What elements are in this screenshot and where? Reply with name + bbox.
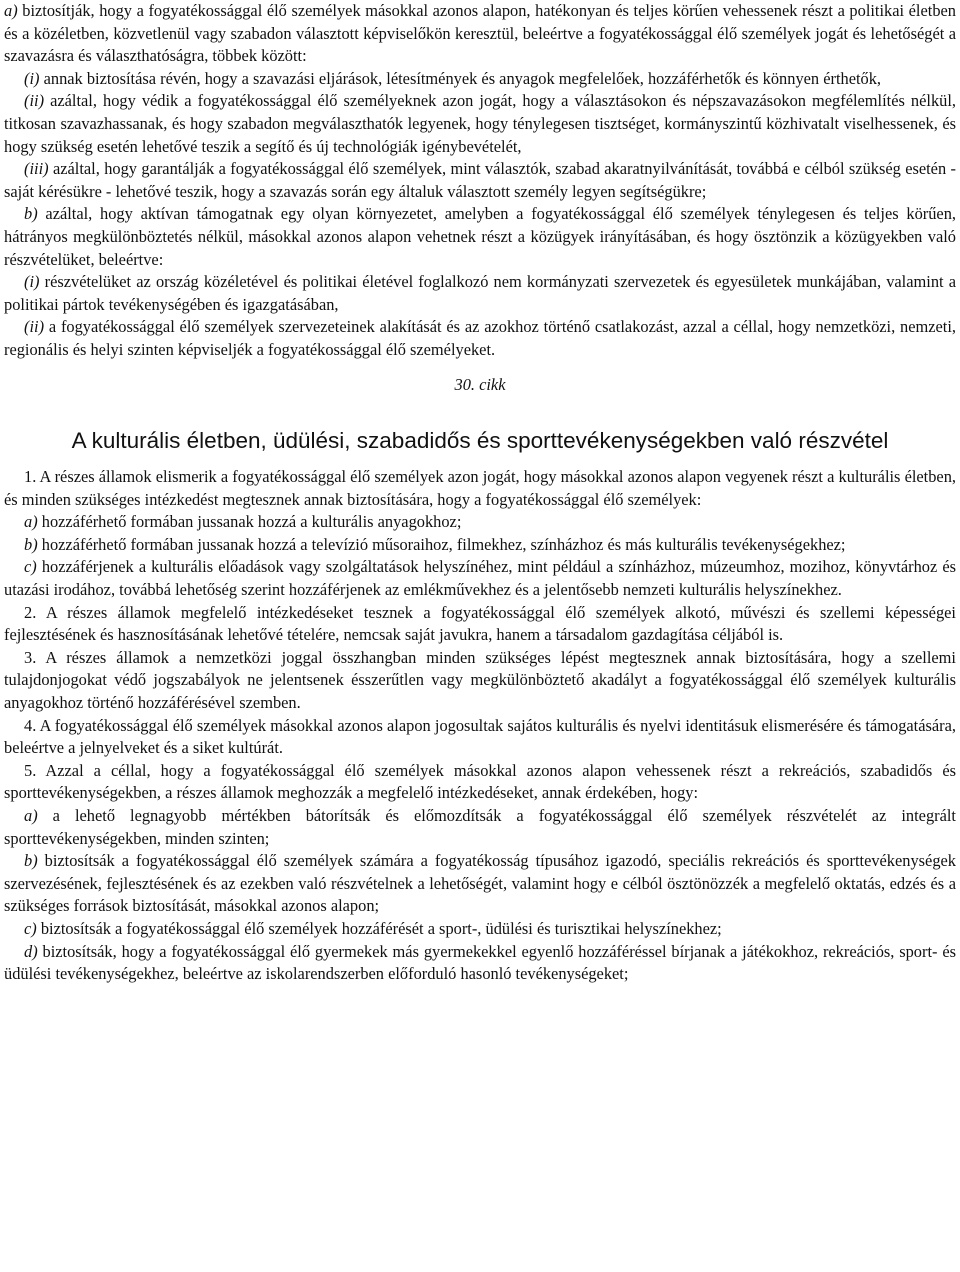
clause-text: annak biztosítása révén, hogy a szavazási eljárások, létesítmények és anyagok megfelelőek, hozzáférhetők és könnyen érthetők, — [43, 68, 882, 88]
clause-text: azáltal, hogy garantálják a fogyatékossággal élő személyek, mint választók, szabad akaratnyilvánítását, továbbá e célból szükség esetén - saját kérésükre - lehetővé teszik, hogy a szavazás során egy általuk választott személy legyen segítségükre; — [4, 159, 956, 201]
clause-text: a lehető legnagyobb mértékben bátorítsák és előmozdítsák a fogyatékossággal élő személyek részvételét az integrált sporttevékenységekben, minden szinten; — [4, 806, 956, 848]
paragraph-2: 2. A részes államok megfelelő intézkedéseket tesznek a fogyatékossággal élő személyek alkotó, művészi és szellemi képességei fejlesztésének és hasznosításának lehetővé tételére, nemcsak saját javukra, hanem a társadalom gazdagítása céljából is. — [4, 602, 956, 645]
clause-label: a) — [24, 806, 38, 825]
clause-a-ii — [4, 90, 956, 158]
clause-text: hozzáférhető formában jussanak hozzá a kulturális anyagokhoz; — [41, 512, 462, 532]
clause-label: (i) — [24, 68, 40, 88]
clause-a — [4, 0, 956, 68]
paragraph-5-d — [4, 941, 956, 986]
clause-label: b) — [24, 534, 38, 554]
clause-label: (iii) — [24, 159, 49, 179]
clause-text: biztosítják, hogy a fogyatékossággal élő személyek másokkal azonos alapon, hatékonyan és teljes körűen vehessenek részt a politikai életben és a közéletben, közvetlenül vagy szabadon választott képviselőkön keresztül, beleértve a fogyatékossággal élő személyek jogát és lehetőségét a szavazásra és választhatóságra, többek között: — [4, 1, 956, 66]
clause-text: azáltal, hogy védik a fogyatékossággal élő személyeknek azon jogát, hogy a választásokon és népszavazásokon megfélemlítés nélkül, titkosan szavazhassanak, és hogy szabadon megválaszthatók legyenek, hogy ténylegesen tisztséget, kormányszintű közhivatalt viselhessenek, és hogy szükség esetén lehetővé teszik a segítő és új technológiák igénybevételét, — [4, 91, 956, 156]
paragraph-5-a — [4, 805, 956, 850]
paragraph-1-a — [4, 511, 956, 534]
clause-b — [4, 203, 956, 271]
paragraph-4: 4. A fogyatékossággal élő személyek másokkal azonos alapon jogosultak sajátos kulturális és nyelvi identitásuk elismerésére és támogatására, beleértve a jelnyelveket és a siket kultúrát. — [4, 715, 956, 758]
paragraph-5-b — [4, 850, 956, 918]
clause-text: részvételüket az ország közéletével és politikai életével foglalkozó nem kormányzati szervezetek és egyesületek munkájában, valamint a politikai pártok tevékenységében és igazgatásában, — [4, 272, 956, 314]
clause-text: biztosítsák, hogy a fogyatékossággal élő gyermekek más gyermekekkel egyenlő hozzáféréssel bírjanak a játékokhoz, rekreációs, sport- és üdülési tevékenységekhez, beleértve az iskolarendszerben előforduló hasonló tevékenységeket; — [4, 941, 956, 984]
article-number: 30. cikk — [454, 374, 506, 394]
clause-text: hozzáférjenek a kulturális előadások vagy szolgáltatások helyszínéhez, mint például a színházhoz, múzeumhoz, mozihoz, könyvtárhoz és utazási irodához, továbbá lehetőség szerint hozzáférjenek az emlékművekhez és a jelentősebb nemzeti kulturális helyszínekhez. — [4, 557, 956, 600]
paragraph-1-c — [4, 556, 956, 601]
paragraph-1-b — [4, 534, 956, 557]
clause-text: a fogyatékossággal élő személyek szervezeteinek alakítását és az azokhoz történő csatlakozást, azzal a céllal, hogy nemzetközi, nemzeti, regionális és helyi szinten képviseljék a fogyatékossággal élő személyeket. — [4, 317, 956, 359]
paragraph-5-c — [4, 918, 956, 941]
paragraph-1: 1. A részes államok elismerik a fogyatékossággal élő személyek azon jogát, hogy másokkal azonos alapon vegyenek részt a kulturális életben, és minden szükséges intézkedést megtesznek annak biztosítására, hogy a fogyatékossággal élő személyek: — [4, 467, 956, 509]
clause-a-i — [4, 68, 956, 91]
article-title: A kulturális életben, üdülési, szabadidős és sporttevékenységekben való részvétel — [71, 428, 889, 454]
paragraph-5: 5. Azzal a céllal, hogy a fogyatékossággal élő személyek másokkal azonos alapon vehessenek részt a rekreációs, szabadidős és sporttevékenységekben, a részes államok meghozzák a megfelelő intézkedéseket, annak érdekében, hogy: — [4, 760, 956, 803]
clause-label: (ii) — [24, 317, 45, 337]
clause-text: biztosítsák a fogyatékossággal élő személyek számára a fogyatékosság típusához igazodó, speciális rekreációs és sporttevékenységek szervezésének, fejlesztésének és az ezekben való részvételnek a lehetőségét, valamint hogy e célból ösztönözzék a megfelelő oktatás, edzés és a szükséges források biztosítását, másokkal azonos alapon; — [4, 851, 956, 916]
clause-label: d) — [24, 941, 38, 961]
clause-label: c) — [24, 557, 37, 577]
clause-a-iii — [4, 158, 956, 203]
clause-label: (i) — [24, 272, 40, 292]
document-page — [4, 0, 956, 986]
clause-text: biztosítsák a fogyatékossággal élő személyek hozzáférését a sport-, üdülési és turisztikai helyszínekhez; — [40, 918, 722, 938]
paragraph-3: 3. A részes államok a nemzetközi joggal összhangban minden szükséges lépést megtesznek annak biztosítására, hogy a szellemi tulajdonjogokat védő jogszabályok ne jelentsenek ésszerűtlen vagy megkülönböztető akadályt a fogyatékossággal élő személyek kulturális anyagokhoz történő hozzáférésével szemben. — [4, 647, 956, 713]
clause-label: b) — [24, 204, 38, 224]
clause-b-i — [4, 271, 956, 316]
clause-label: (ii) — [24, 91, 45, 111]
clause-label: b) — [24, 851, 38, 871]
clause-label: a) — [4, 1, 18, 20]
clause-text: hozzáférhető formában jussanak hozzá a televízió műsoraihoz, filmekhez, színházhoz és más kulturális tevékenységekhez; — [41, 534, 846, 554]
clause-label: a) — [24, 512, 38, 532]
clause-b-ii — [4, 316, 956, 361]
clause-text: azáltal, hogy aktívan támogatnak egy olyan környezetet, amelyben a fogyatékossággal élő személyek ténylegesen és teljes körűen, hátrányos megkülönböztetés nélkül, másokkal azonos alapon vehetnek részt a közügyek irányításában, és hogy ösztönzik a közügyekben való részvételüket, beleértve: — [4, 204, 956, 269]
clause-label: c) — [24, 918, 37, 938]
